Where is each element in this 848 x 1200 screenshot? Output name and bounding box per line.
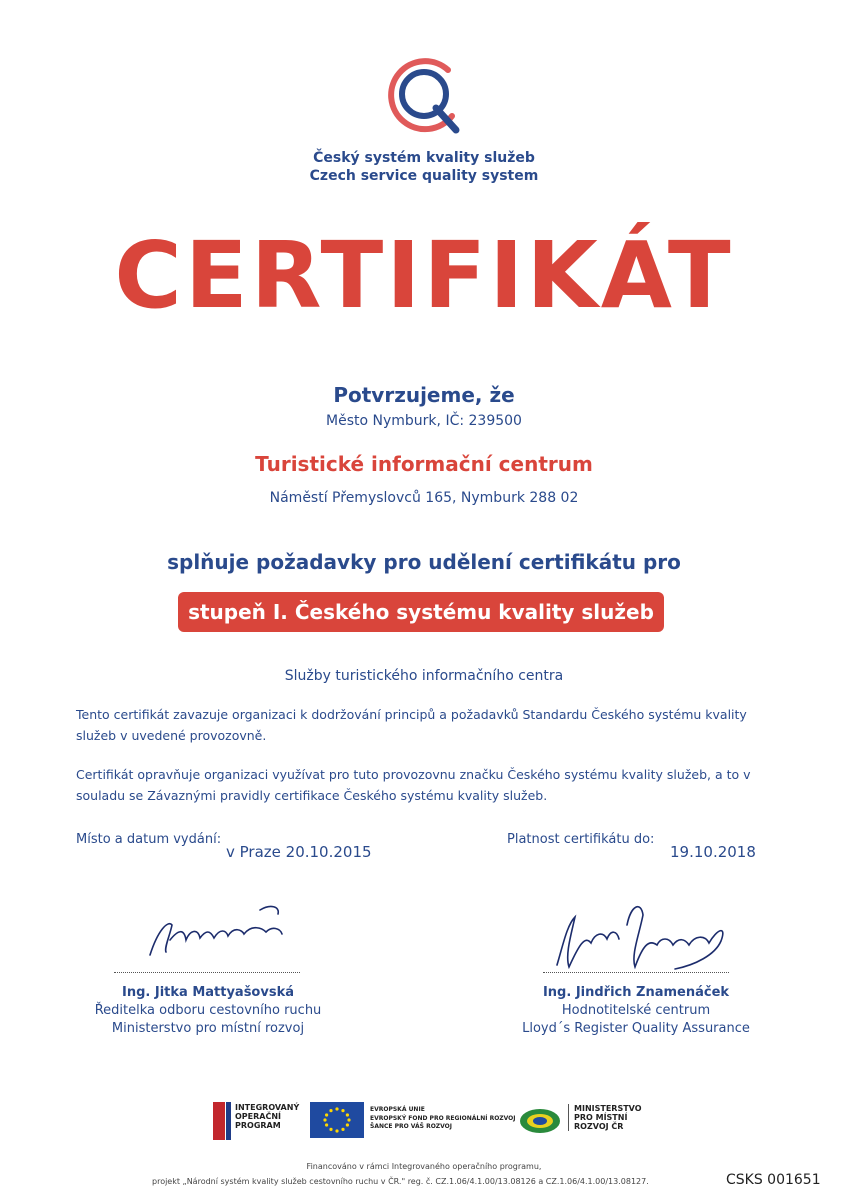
- iop-text-line: INTEGROVANÝ: [235, 1103, 300, 1112]
- facility-address: Náměstí Přemyslovců 165, Nymburk 288 02: [269, 490, 579, 506]
- facility-name: Turistické informační centrum: [255, 452, 593, 476]
- certificate-id: CSKS 001651: [726, 1172, 821, 1188]
- quality-logo-icon: [378, 50, 470, 146]
- validity-label: Platnost certifikátu do:: [507, 832, 655, 847]
- mmr-text-line: PRO MÍSTNÍ: [574, 1113, 628, 1122]
- mmr-text-line: MINISTERSTVO: [574, 1104, 642, 1113]
- eu-text: [370, 1106, 516, 1132]
- validity-value: 19.10.2018: [670, 843, 756, 861]
- iop-text-line: PROGRAM: [235, 1121, 281, 1130]
- brand-name-en: Czech service quality system: [309, 168, 539, 184]
- signature-right-icon: [545, 895, 735, 989]
- mmr-logo-icon: [518, 1106, 562, 1140]
- project-note: projekt „Národní systém kvality služeb cestovního ruchu v ČR." reg. č. CZ.1.06/4.1.00/13.08126 a CZ.1.06/4.1.00/13.08127.: [152, 1177, 649, 1186]
- mmr-text-line: ROZVOJ ČR: [574, 1122, 624, 1131]
- certification-level-badge: stupeň I. Českého systému kvality služeb: [178, 592, 664, 632]
- authorization-paragraph: Certifikát opravňuje organizaci využívat pro tuto provozovnu značku Českého systému kvality služeb, a to v souladu se Závaznými pravidly certifikace Českého systému kvality služeb.: [76, 767, 751, 803]
- signatory-role: Ředitelka odboru cestovního ruchu: [94, 1003, 322, 1018]
- signatory-name: Ing. Jitka Mattyašovská: [122, 985, 294, 1000]
- signature-left-icon: [140, 900, 300, 974]
- signature-line-right: [543, 972, 729, 973]
- brand-name-cz: Český systém kvality služeb: [313, 150, 535, 166]
- signatory-org: Lloyd´s Register Quality Assurance: [522, 1021, 750, 1036]
- iop-stripe-icon: [226, 1102, 231, 1140]
- iop-text-line: OPERAČNÍ: [235, 1112, 282, 1121]
- page-title: CERTIFIKÁT: [114, 222, 734, 329]
- obligation-paragraph: Tento certifikát zavazuje organizaci k dodržování principů a požadavků Standardu Českého systému kvality služeb v uvedené provozovně.: [76, 707, 747, 743]
- eu-text-line: EVROPSKÝ FOND PRO REGIONÁLNÍ ROZVOJ: [370, 1114, 516, 1122]
- signature-line-left: [114, 972, 300, 973]
- service-scope: Služby turistického informačního centra: [284, 668, 564, 684]
- issue-value: v Praze 20.10.2015: [226, 843, 372, 861]
- confirm-text: Potvrzujeme, že: [333, 383, 515, 407]
- funding-note: Financováno v rámci Integrovaného operačního programu,: [306, 1162, 542, 1171]
- signatory-name: Ing. Jindřich Znamenáček: [542, 985, 730, 1000]
- iop-flag-icon: [213, 1102, 225, 1140]
- eu-flag-icon: [310, 1102, 364, 1138]
- signatory-left: [58, 984, 358, 1038]
- mmr-text: [568, 1104, 642, 1131]
- meets-requirements-text: splňuje požadavky pro udělení certifikátu pro: [167, 550, 681, 574]
- signatory-org: Ministerstvo pro místní rozvoj: [111, 1021, 305, 1036]
- issue-label: Místo a datum vydání:: [76, 832, 222, 847]
- eu-text-line: ŠANCE PRO VÁŠ ROZVOJ: [370, 1123, 453, 1130]
- signatory-role: Hodnotitelské centrum: [561, 1003, 711, 1018]
- signatory-right: [486, 984, 786, 1038]
- entity-text: Město Nymburk, IČ: 239500: [326, 413, 522, 429]
- eu-text-line: EVROPSKÁ UNIE: [370, 1106, 425, 1113]
